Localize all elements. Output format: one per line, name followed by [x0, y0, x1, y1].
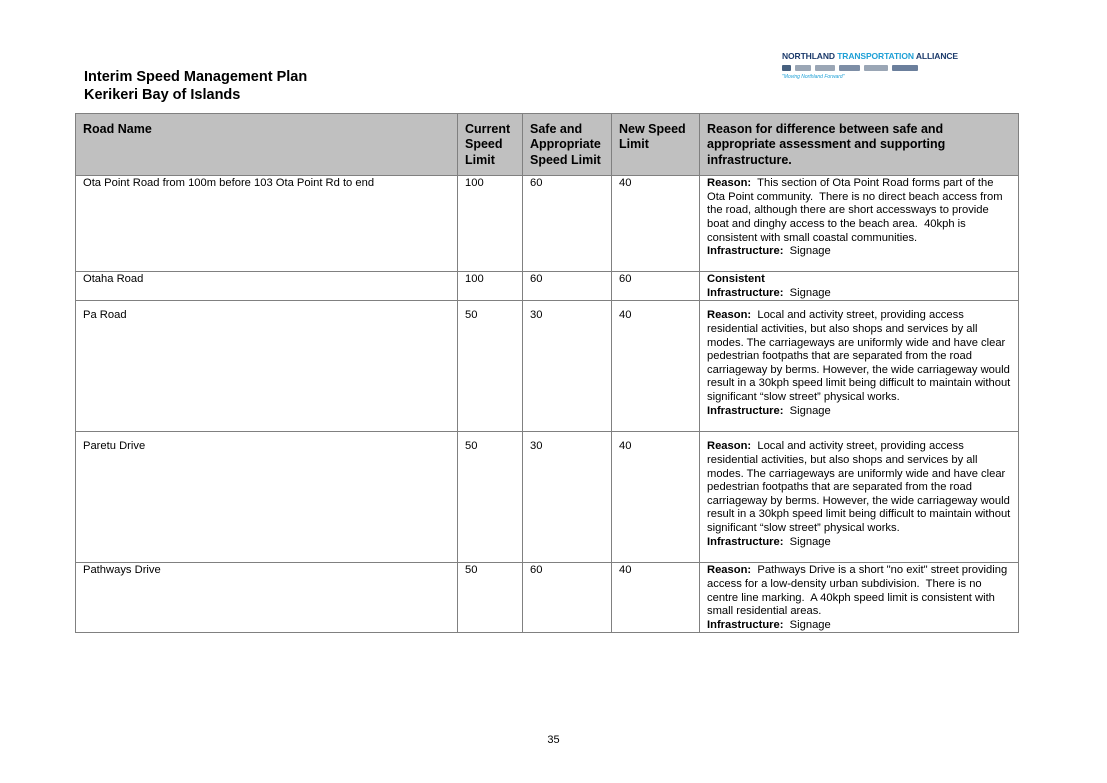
northland-transportation-alliance-logo [782, 51, 958, 85]
reason-cell [700, 432, 1019, 563]
safe-speed-cell: 30 [523, 301, 612, 432]
table-row [76, 271, 1019, 300]
reason-label: Reason: [707, 564, 752, 577]
title-line-1: Interim Speed Management Plan [84, 69, 308, 85]
road-name-cell: Pathways Drive [76, 563, 458, 633]
infrastructure-label: Infrastructure: [707, 245, 784, 258]
safe-speed-cell: 60 [523, 271, 612, 300]
infrastructure-label: Infrastructure: [707, 535, 784, 548]
table-row [76, 563, 1019, 633]
reason-cell [700, 175, 1019, 271]
new-speed-cell: 40 [612, 175, 700, 271]
new-speed-cell: 40 [612, 301, 700, 432]
reason-text: Pathways Drive is a short "no exit" street providing access for a low-density urban subdivision. There is no centre line marking. A 40kph speed limit is consistent with small residential areas. [707, 564, 1011, 618]
col-header-reason: Reason for difference between safe and appropriate assessment and supporting infrastructure. [700, 114, 1019, 176]
partner-logo-icon [815, 65, 835, 71]
page-number: 35 [547, 734, 560, 746]
document-title [84, 68, 307, 104]
infrastructure-label: Infrastructure: [707, 618, 784, 631]
current-speed-cell: 100 [458, 271, 523, 300]
title-line-2: Kerikeri Bay of Islands [84, 87, 241, 103]
reason-label: Reason: [707, 309, 752, 322]
new-speed-cell: 40 [612, 432, 700, 563]
partner-logo-icon [892, 65, 918, 71]
infrastructure-label: Infrastructure: [707, 286, 784, 299]
reason-cell [700, 271, 1019, 300]
safe-speed-cell: 60 [523, 563, 612, 633]
road-name-cell: Ota Point Road from 100m before 103 Ota Point Rd to end [76, 175, 458, 271]
current-speed-cell: 50 [458, 563, 523, 633]
reason-cell [700, 563, 1019, 633]
reason-label: Reason: [707, 176, 752, 189]
partner-logos [782, 63, 952, 72]
current-speed-cell: 50 [458, 301, 523, 432]
reason-text: This section of Ota Point Road forms part of the Ota Point community. There is no direct beach access from the road, although there are short accessways to provide boat and dinghy access to the beach area. 40kph is consistent with small coastal communities. [707, 176, 1006, 244]
current-speed-cell: 100 [458, 175, 523, 271]
logo-tagline: "Moving Northland Forward" [782, 74, 845, 80]
infrastructure-text: Signage [783, 618, 831, 631]
reason-text: Local and activity street, providing access residential activities, but also shops and services by all modes. The carriageways are uniformly wide and have clear pedestrian footpaths that are separated from the road carriageway by berms. However, the wide carriageway would result in a 30kph speed limit being difficult to maintain without significant “slow street” physical works. [707, 309, 1014, 404]
infrastructure-text: Signage [783, 286, 831, 299]
current-speed-cell: 50 [458, 432, 523, 563]
infrastructure-text: Signage [783, 404, 831, 417]
infrastructure-text: Signage [783, 245, 831, 258]
infrastructure-label: Infrastructure: [707, 404, 784, 417]
table-header-row [76, 114, 1019, 176]
partner-logo-icon [782, 65, 791, 71]
speed-limit-table [75, 113, 1019, 633]
partner-logo-icon [864, 65, 888, 71]
new-speed-cell: 40 [612, 563, 700, 633]
table-row [76, 432, 1019, 563]
safe-speed-cell: 30 [523, 432, 612, 563]
new-speed-cell: 60 [612, 271, 700, 300]
reason-cell [700, 301, 1019, 432]
reason-label: Reason: [707, 440, 752, 453]
col-header-road-name: Road Name [76, 114, 458, 176]
col-header-new-speed: New Speed Limit [612, 114, 700, 176]
col-header-safe-appropriate: Safe and Appropriate Speed Limit [523, 114, 612, 176]
partner-logo-icon [795, 65, 811, 71]
table-row [76, 301, 1019, 432]
consistent-status: Consistent [707, 272, 765, 285]
road-name-cell: Pa Road [76, 301, 458, 432]
partner-logo-icon [839, 65, 860, 71]
logo-wordmark: NORTHLAND TRANSPORTATION ALLIANCE [782, 51, 958, 61]
table-row [76, 175, 1019, 271]
road-name-cell: Otaha Road [76, 271, 458, 300]
infrastructure-text: Signage [783, 535, 831, 548]
reason-text: Local and activity street, providing access residential activities, but also shops and services by all modes. The carriageways are uniformly wide and have clear pedestrian footpaths that are separated from the road carriageway by berms. However, the wide carriageway would result in a 30kph speed limit being difficult to maintain without significant “slow street” physical works. [707, 440, 1014, 535]
road-name-cell: Paretu Drive [76, 432, 458, 563]
col-header-current-speed: Current Speed Limit [458, 114, 523, 176]
safe-speed-cell: 60 [523, 175, 612, 271]
